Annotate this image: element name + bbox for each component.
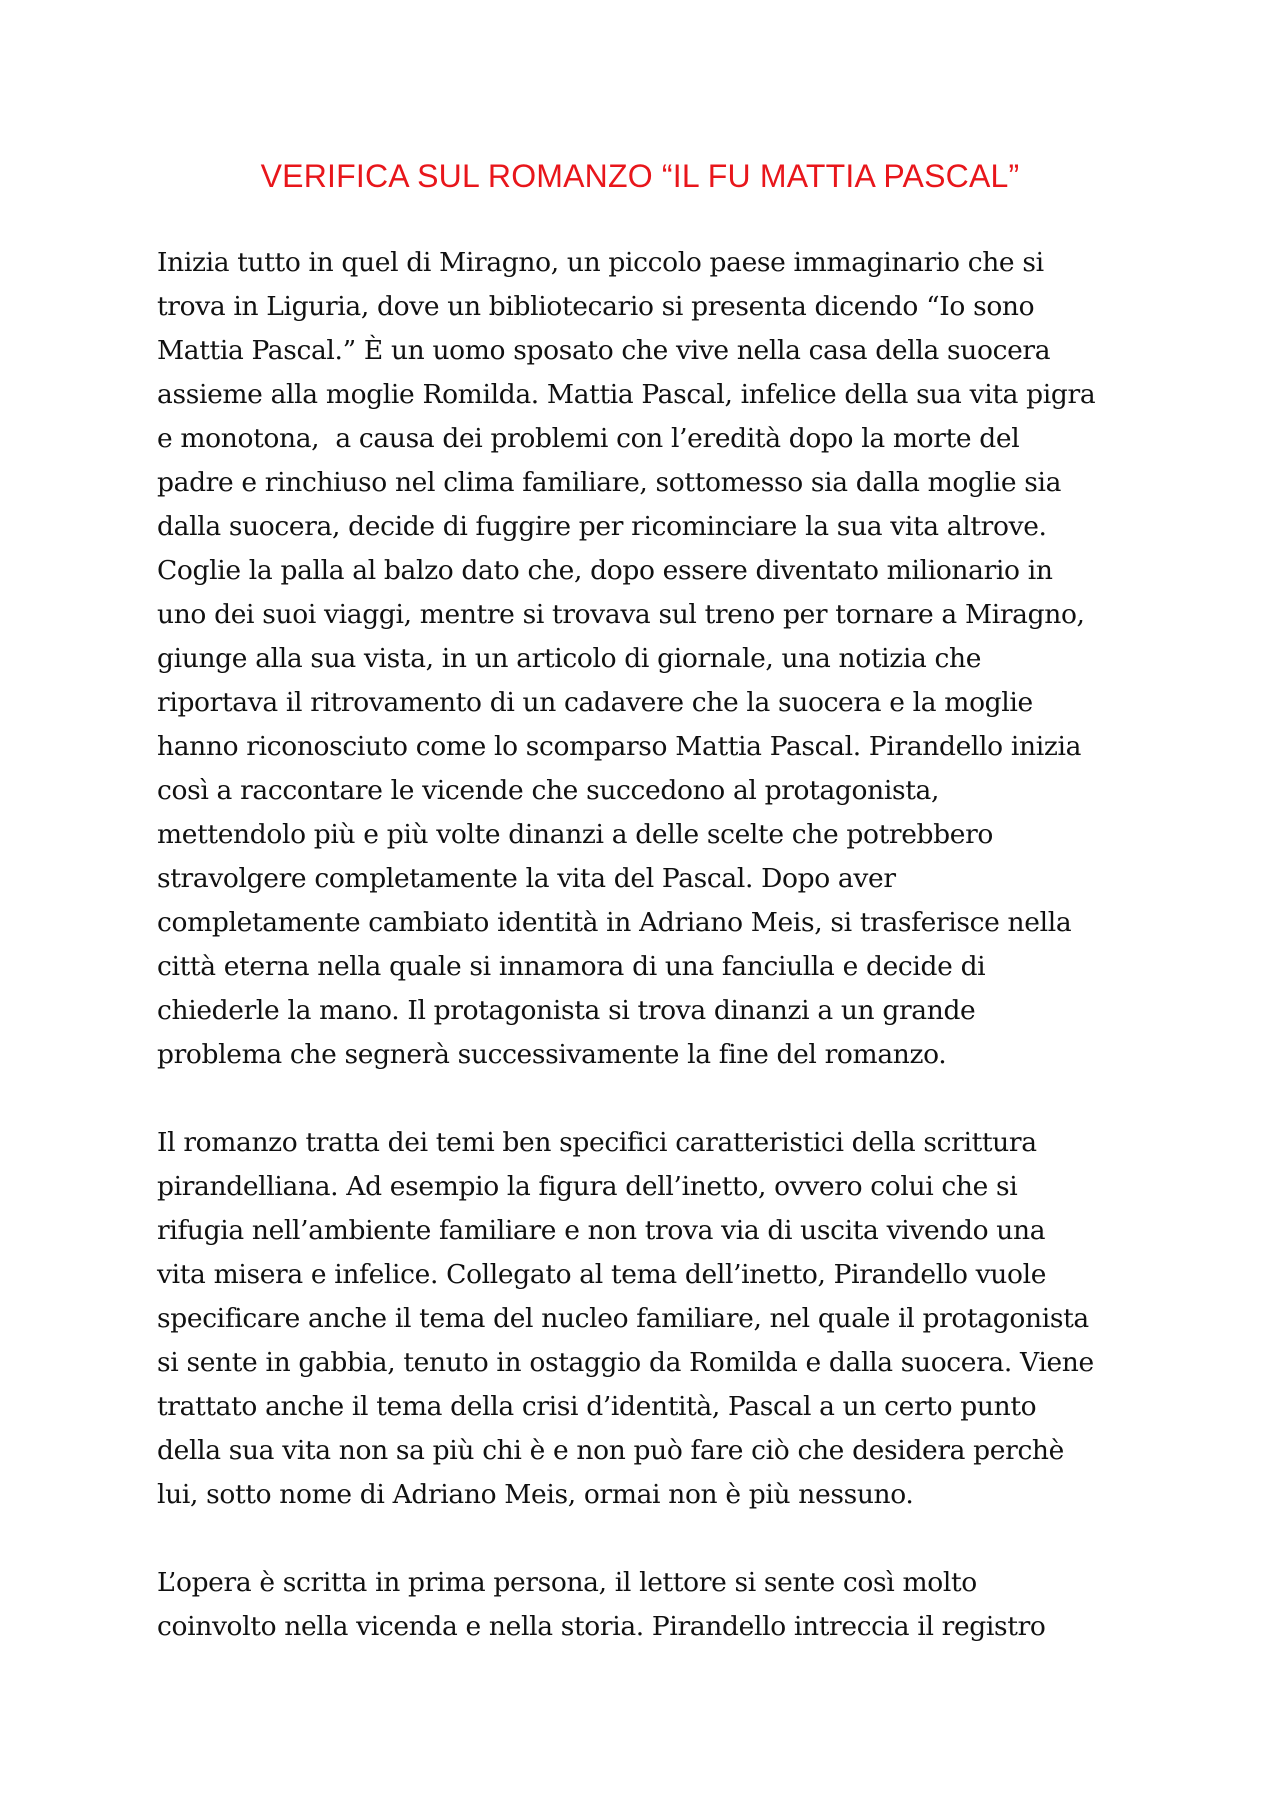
text-line: assieme alla moglie Romilda. Mattia Pascal, infelice della sua vita pigra <box>157 379 1096 410</box>
text-line: giunge alla sua vista, in un articolo di giornale, una notizia che <box>157 643 982 674</box>
paragraph-1 <box>157 241 1157 1077</box>
document-title: VERIFICA SUL ROMANZO “IL FU MATTIA PASCAL” <box>260 158 1020 194</box>
paragraph-2 <box>157 1121 1157 1517</box>
text-line: dalla suocera, decide di fuggire per ricominciare la sua vita altrove. <box>157 511 1047 542</box>
text-line: specificare anche il tema del nucleo familiare, nel quale il protagonista <box>157 1303 1089 1334</box>
paragraph-gap <box>157 1077 1157 1121</box>
text-line: padre e rinchiuso nel clima familiare, sottomesso sia dalla moglie sia <box>157 467 1062 498</box>
text-line: Coglie la palla al balzo dato che, dopo essere diventato milionario in <box>157 555 1053 586</box>
text-line: Il romanzo tratta dei temi ben specifici caratteristici della scrittura <box>157 1127 1037 1158</box>
text-line: L’opera è scritta in prima persona, il lettore si sente così molto <box>157 1567 977 1598</box>
text-line: rifugia nell’ambiente familiare e non trova via di uscita vivendo una <box>157 1215 1046 1246</box>
text-line: pirandelliana. Ad esempio la figura dell’inetto, ovvero colui che si <box>157 1171 1018 1202</box>
text-line: completamente cambiato identità in Adriano Meis, si trasferisce nella <box>157 907 1072 938</box>
text-line: lui, sotto nome di Adriano Meis, ormai non è più nessuno. <box>157 1479 914 1510</box>
text-line: chiederle la mano. Il protagonista si trova dinanzi a un grande <box>157 995 976 1026</box>
text-line: città eterna nella quale si innamora di una fanciulla e decide di <box>157 951 986 982</box>
text-line: si sente in gabbia, tenuto in ostaggio da Romilda e dalla suocera. Viene <box>157 1347 1094 1378</box>
text-line: coinvolto nella vicenda e nella storia. Pirandello intreccia il registro <box>157 1611 1046 1642</box>
text-line: della sua vita non sa più chi è e non può fare ciò che desidera perchè <box>157 1435 1064 1466</box>
document-body <box>157 241 1157 1649</box>
text-line: trattato anche il tema della crisi d’identità, Pascal a un certo punto <box>157 1391 1037 1422</box>
text-line: trova in Liguria, dove un bibliotecario si presenta dicendo “Io sono <box>157 291 1035 322</box>
text-line: vita misera e infelice. Collegato al tema dell’inetto, Pirandello vuole <box>157 1259 1047 1290</box>
text-line: uno dei suoi viaggi, mentre si trovava sul treno per tornare a Miragno, <box>157 599 1085 630</box>
text-line: riportava il ritrovamento di un cadavere che la suocera e la moglie <box>157 687 1033 718</box>
text-line: problema che segnerà successivamente la fine del romanzo. <box>157 1039 947 1070</box>
paragraph-gap <box>157 1517 1157 1561</box>
text-line: Mattia Pascal.” È un uomo sposato che vive nella casa della suocera <box>157 335 1051 366</box>
text-line: hanno riconosciuto come lo scomparso Mattia Pascal. Pirandello inizia <box>157 731 1082 762</box>
paragraph-3 <box>157 1561 1157 1649</box>
text-line: Inizia tutto in quel di Miragno, un piccolo paese immaginario che si <box>157 247 1044 278</box>
text-line: mettendolo più e più volte dinanzi a delle scelte che potrebbero <box>157 819 994 850</box>
text-line: stravolgere completamente la vita del Pascal. Dopo aver <box>157 863 896 894</box>
text-line: e monotona, a causa dei problemi con l’eredità dopo la morte del <box>157 423 1020 454</box>
text-line: così a raccontare le vicende che succedono al protagonista, <box>157 775 940 806</box>
